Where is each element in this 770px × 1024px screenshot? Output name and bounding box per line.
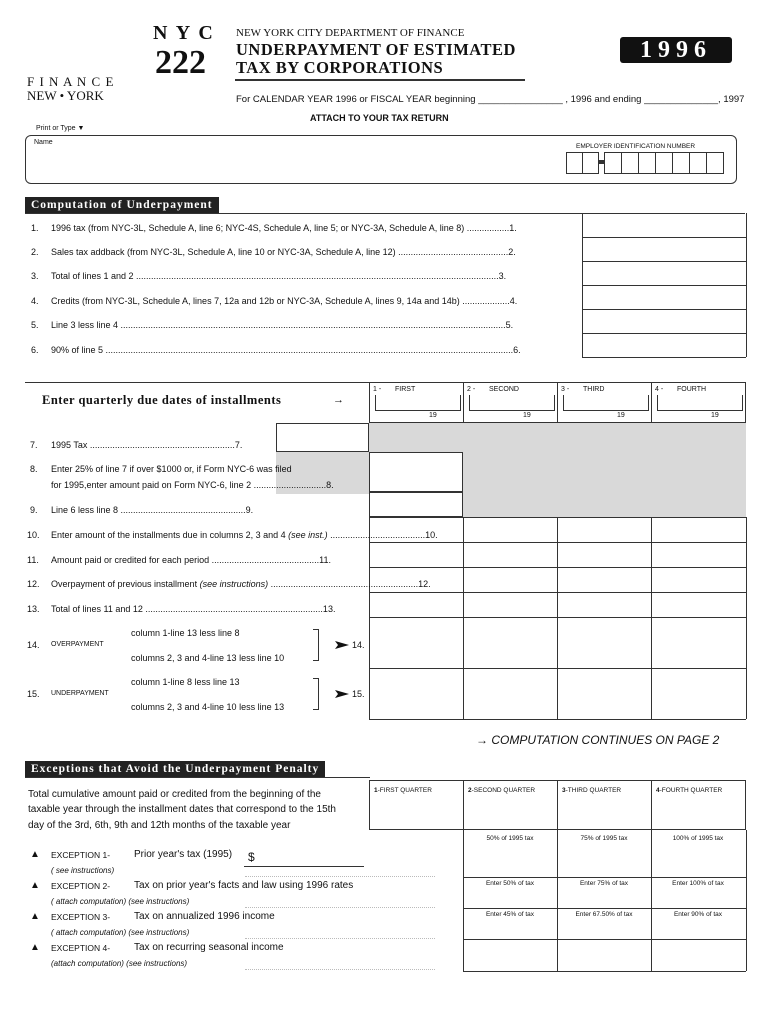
exc2-row-cell: Enter 50% of tax: [485, 880, 535, 887]
sec1-line6-num: 6.: [31, 345, 39, 355]
exception-1-text: Prior year's tax (1995): [134, 849, 233, 860]
sec1-line1-text: 1996 tax (from NYC-3L, Schedule A, line 6; NYC-4S, Schedule A, line 5; or NYC-3A, Schedule A, line 8) .................1.: [51, 223, 517, 233]
department-name: NEW YORK CITY DEPARTMENT OF FINANCE: [236, 27, 465, 39]
sec1-line6-amount[interactable]: [583, 334, 745, 357]
continues-note: → COMPUTATION CONTINUES ON PAGE 2: [476, 733, 720, 747]
quarter-label: -SECOND QUARTER: [471, 787, 536, 794]
due-date-col-inner-box: [657, 395, 743, 411]
line10-text: Enter amount of the installments due in columns 2, 3 and 4 (see inst.) ......................................10.: [51, 530, 438, 540]
sec1-line4-num: 4.: [31, 296, 39, 306]
exception-bullet-icon: ▲: [30, 880, 40, 891]
sec1-line3-amount[interactable]: [583, 262, 745, 285]
sec1-line5-num: 5.: [31, 320, 39, 330]
line10-num: 10.: [27, 530, 40, 540]
exception-3-dotted-rule: [245, 938, 435, 939]
exception-3-note: ( attach computation) (see instructions): [51, 928, 190, 937]
form-title-line2: TAX BY CORPORATIONS: [236, 58, 444, 77]
form-title-line1: UNDERPAYMENT OF ESTIMATED: [236, 40, 516, 59]
quarter-header-2: [468, 787, 535, 794]
sec1-line3-num: 3.: [31, 271, 39, 281]
exception-1-label: EXCEPTION 1-: [51, 850, 111, 860]
sec1-line6-text: 90% of line 5 ...................................................................................................................................................................6.: [51, 345, 521, 355]
due-date-col-inner-box: [563, 395, 649, 411]
line8-text2: for 1995,enter amount paid on Form NYC-6, line 2 .............................8.: [51, 480, 334, 490]
due-date-col-label: THIRD: [583, 386, 605, 393]
line8-text1: Enter 25% of line 7 if over $1000 or, if Form NYC-6 was filed: [51, 464, 292, 474]
due-date-col-label: FOURTH: [677, 386, 707, 393]
section-computation-title: Computation of Underpayment: [25, 197, 219, 213]
form-number: 222: [155, 44, 206, 81]
sec1-line2-num: 2.: [31, 247, 39, 257]
due-date-col-year: 19: [523, 412, 531, 419]
sec1-line4-amount[interactable]: [583, 286, 745, 309]
pct-row-cell: 75% of 1995 tax: [580, 835, 628, 842]
exception-1-note: ( see instructions): [51, 866, 115, 875]
line14-bracket: [313, 629, 319, 661]
line15-text-b: columns 2, 3 and 4-line 10 less line 13: [131, 702, 285, 712]
exception-4-label: EXCEPTION 4-: [51, 943, 111, 953]
due-date-col-num: 3 -: [561, 386, 570, 393]
due-dates-arrow: →: [333, 394, 344, 406]
due-date-col-year: 19: [429, 412, 437, 419]
due-date-col-label: SECOND: [489, 386, 519, 393]
line7-num: 7.: [30, 440, 38, 450]
line9-col1[interactable]: [369, 492, 463, 517]
exception-2-dotted-rule: [245, 907, 435, 908]
calendar-year-line: For CALENDAR YEAR 1996 or FISCAL YEAR beginning ________________ , 1996 and ending ______________, 1997: [236, 94, 745, 105]
ein-field[interactable]: [566, 152, 728, 174]
line15-ref: 15.: [352, 689, 365, 699]
line8-col1[interactable]: [369, 452, 463, 492]
quarter-num: 2: [468, 787, 472, 794]
line15-num: 15.: [27, 689, 40, 699]
line11-num: 11.: [27, 555, 39, 565]
line14-text-b: columns 2, 3 and 4-line 13 less line 10: [131, 653, 285, 663]
line12-text: Overpayment of previous installment (see instructions) ...........................................................12.: [51, 579, 431, 589]
due-date-col-year: 19: [617, 412, 625, 419]
line14-arrow-icon: [335, 640, 349, 652]
line7-amount[interactable]: [276, 423, 369, 452]
quarter-label: -FOURTH QUARTER: [659, 787, 723, 794]
exception-3-label: EXCEPTION 3-: [51, 912, 111, 922]
tax-year-badge: 1996: [620, 37, 732, 63]
finance-logo-text: F I N A N C E: [27, 74, 115, 89]
due-date-col-label: FIRST: [395, 386, 416, 393]
exc3-row-cell: Enter 45% of tax: [485, 911, 535, 918]
print-or-type-label: Print or Type ▼: [36, 125, 85, 132]
line14-ref: 14.: [352, 640, 365, 650]
line11-text: Amount paid or credited for each period ...........................................11.: [51, 555, 331, 565]
exception-2-note: ( attach computation) (see instructions): [51, 897, 190, 906]
exception-1-dotted-rule: [245, 876, 435, 877]
exc2-row-cell: Enter 100% of tax: [672, 880, 724, 887]
line13-text: Total of lines 11 and 12 .......................................................................13.: [51, 604, 336, 614]
line15-label: UNDERPAYMENT: [51, 690, 109, 697]
line13-num: 13.: [27, 604, 40, 614]
line15-text-a: column 1-line 8 less line 13: [131, 677, 240, 687]
new-york-logo-text: NEW • YORK: [27, 88, 104, 103]
sec1-line2-amount[interactable]: [583, 238, 745, 261]
exc2-row-cell: Enter 75% of tax: [579, 880, 629, 887]
line15-bracket: [313, 678, 319, 710]
section-exceptions-title: Exceptions that Avoid the Underpayment Penalty: [25, 761, 325, 777]
exceptions-desc-2: taxable year through the installment dates that correspond to the 15th: [28, 804, 336, 815]
quarter-num: 4: [656, 787, 660, 794]
ein-label: EMPLOYER IDENTIFICATION NUMBER: [576, 143, 696, 150]
due-date-col-inner-box: [469, 395, 555, 411]
exceptions-desc-3: day of the 3rd, 6th, 9th and 12th months of the taxable year: [28, 820, 291, 831]
sec1-line2-text: Sales tax addback (from NYC-3L, Schedule A, line 10 or NYC-3A, Schedule A, line 12) ............................................2.: [51, 247, 516, 257]
exceptions-desc-1: Total cumulative amount paid or credited from the beginning of the: [28, 789, 321, 800]
exception1-dollar: $: [248, 850, 255, 864]
pct-row-cell: 50% of 1995 tax: [486, 835, 534, 842]
exception-2-text: Tax on prior year's facts and law using 1996 rates: [134, 880, 354, 891]
line14-label: OVERPAYMENT: [51, 641, 104, 648]
quarter-num: 3: [562, 787, 566, 794]
due-date-col-inner-box: [375, 395, 461, 411]
due-date-col-year: 19: [711, 412, 719, 419]
exc3-row-cell: Enter 67.50% of tax: [575, 911, 633, 918]
due-date-col-num: 4 -: [655, 386, 664, 393]
sec1-line1-amount[interactable]: [583, 214, 745, 237]
exception-4-text: Tax on recurring seasonal income: [134, 942, 284, 953]
line9-num: 9.: [30, 505, 38, 515]
quarter-num: 1: [374, 787, 378, 794]
sec1-line5-amount[interactable]: [583, 310, 745, 333]
exception-3-text: Tax on annualized 1996 income: [134, 911, 275, 922]
sec1-line5-text: Line 3 less line 4 ..........................................................................................................................................................5.: [51, 320, 514, 330]
exception-4-dotted-rule: [245, 969, 435, 970]
quarter-label: -FIRST QUARTER: [377, 787, 432, 794]
quarter-header-4: [656, 787, 722, 794]
line12-num: 12.: [27, 579, 40, 589]
quarter-header-1: [374, 787, 432, 794]
pct-row-cell: 100% of 1995 tax: [672, 835, 724, 842]
line9-text: Line 6 less line 8 ..................................................9.: [51, 505, 254, 515]
line7-text: 1995 Tax ..........................................................7.: [51, 440, 243, 450]
name-label: Name: [34, 139, 53, 146]
due-date-col-num: 1 -: [373, 386, 382, 393]
nyc-label: N Y C: [153, 22, 215, 44]
line8-num: 8.: [30, 464, 38, 474]
quarter-label: -THIRD QUARTER: [565, 787, 622, 794]
line14-text-a: column 1-line 13 less line 8: [131, 628, 240, 638]
sec1-line4-text: Credits (from NYC-3L, Schedule A, lines 7, 12a and 12b or NYC-3A, Schedule A, lines 9, 14a and 14b) ...................4.: [51, 296, 518, 306]
quarter-header-3: [562, 787, 621, 794]
exception1-amount-field[interactable]: [244, 866, 364, 867]
exception-4-note: (attach computation) (see instructions): [51, 959, 188, 968]
sec1-line1-num: 1.: [31, 223, 39, 233]
due-date-col-num: 2 -: [467, 386, 476, 393]
exception-2-label: EXCEPTION 2-: [51, 881, 111, 891]
line15-arrow-icon: [335, 689, 349, 701]
attach-note: ATTACH TO YOUR TAX RETURN: [310, 113, 449, 123]
exception-bullet-icon: ▲: [30, 849, 40, 860]
due-dates-title: Enter quarterly due dates of installments: [42, 393, 282, 407]
line14-num: 14.: [27, 640, 40, 650]
exc3-row-cell: Enter 90% of tax: [673, 911, 723, 918]
exception-bullet-icon: ▲: [30, 942, 40, 953]
exception-bullet-icon: ▲: [30, 911, 40, 922]
sec1-line3-text: Total of lines 1 and 2 .................................................................................................................................................3.: [51, 271, 507, 281]
